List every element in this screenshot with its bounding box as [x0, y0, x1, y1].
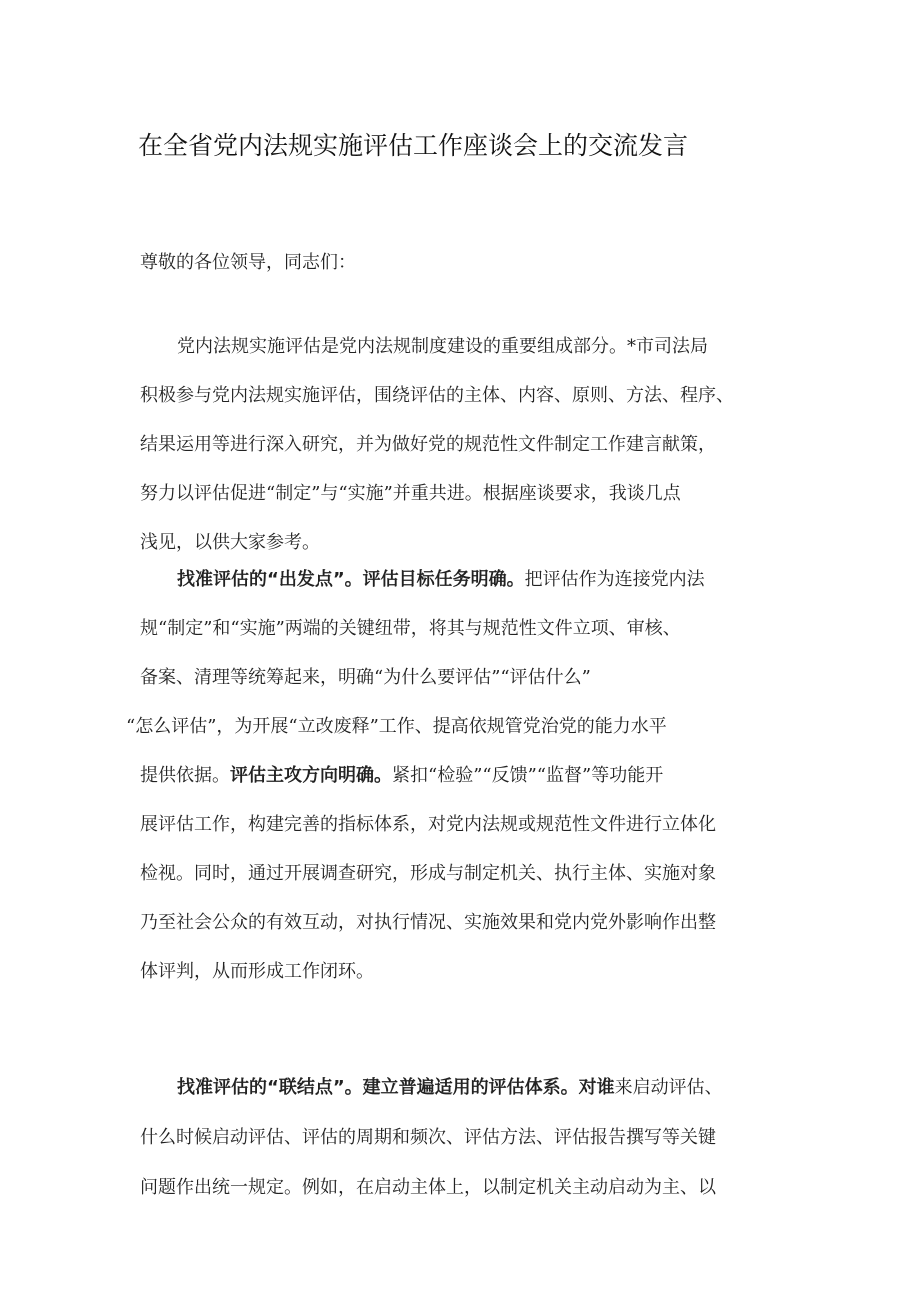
text-run: 提供依据。: [140, 765, 230, 786]
paragraph-line: 问题作出统一规定。例如，在启动主体上，以制定机关主动启动为主、以: [140, 1177, 716, 1198]
text-run: 把评估作为连接党内法: [524, 569, 705, 590]
paragraph-line: 党内法规实施评估是党内法规制度建设的重要组成部分。*市司法局: [177, 336, 708, 357]
paragraph-line: 浅见，以供大家参考。: [140, 532, 320, 553]
bold-heading: 评估主攻方向明确。: [230, 765, 392, 786]
paragraph-line: 体评判，从而形成工作闭环。: [140, 961, 374, 982]
paragraph-line: [140, 749, 663, 803]
bold-heading: 找准评估的“联结点”。建立普遍适用的评估体系。对谁: [177, 1077, 615, 1098]
paragraph-line: 检视。同时，通过开展调查研究，形成与制定机关、执行主体、实施对象: [140, 863, 716, 884]
paragraph-line: 积极参与党内法规实施评估，围绕评估的主体、内容、原则、方法、程序、: [140, 385, 734, 406]
paragraph-line: 结果运用等进行深入研究，并为做好党的规范性文件制定工作建言献策，: [140, 434, 716, 455]
bold-heading: 找准评估的“出发点”。评估目标任务明确。: [177, 569, 525, 590]
paragraph-line: [177, 553, 705, 607]
paragraph-line: 备案、清理等统筹起来，明确“为什么要评估”“评估什么”: [140, 667, 591, 688]
text-run: 来启动评估、: [614, 1077, 723, 1098]
paragraph-line: [177, 1061, 723, 1115]
paragraph-line: 乃至社会公众的有效互动，对执行情况、实施效果和党内党外影响作出整: [140, 912, 716, 933]
paragraph-line: 规“制定”和“实施”两端的关键纽带，将其与规范性文件立项、审核、: [140, 618, 681, 639]
text-run: 紧扣“检验”“反馈”“监督”等功能开: [392, 765, 664, 786]
paragraph-line: 什么时候启动评估、评估的周期和频次、评估方法、评估报告撰写等关键: [140, 1127, 716, 1148]
document-title: 在全省党内法规实施评估工作座谈会上的交流发言: [138, 131, 689, 160]
salutation-line: 尊敬的各位领导，同志们：: [140, 252, 356, 273]
paragraph-line: “怎么评估”，为开展“立改废释”工作、提高依规管党治党的能力水平: [126, 716, 667, 737]
paragraph-line: 展评估工作，构建完善的指标体系，对党内法规或规范性文件进行立体化: [140, 814, 716, 835]
paragraph-line: 努力以评估促进“制定”与“实施”并重共进。根据座谈要求，我谈几点: [140, 483, 681, 504]
